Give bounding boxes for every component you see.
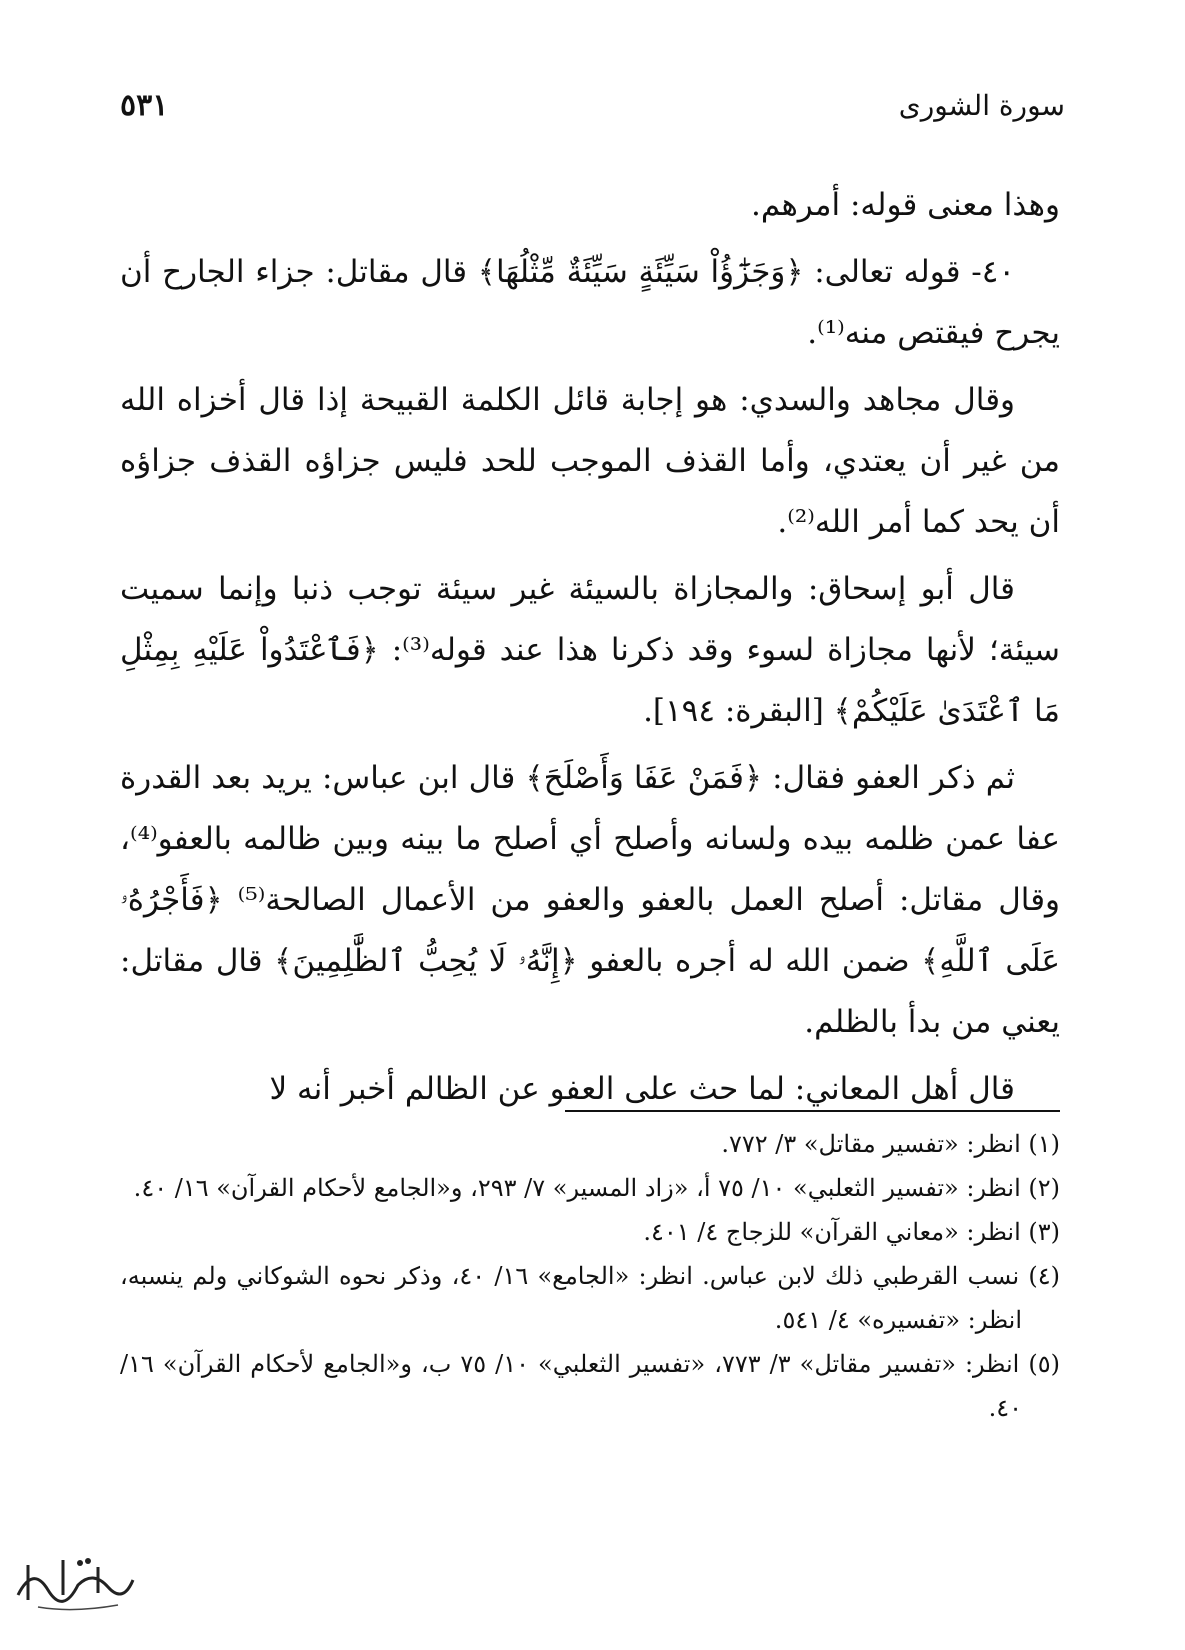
main-text: [120, 175, 1060, 1120]
footnote-separator: [565, 1110, 1060, 1112]
paragraph-1: وهذا معنى قوله: أمرهم.: [750, 187, 1060, 223]
paragraph-6: قال أهل المعاني: لما حث على العفو عن الظالم أخبر أنه لا: [269, 1071, 1015, 1107]
surah-title: سورة الشورى: [898, 89, 1065, 122]
page-header: [120, 88, 1065, 123]
calligraphy-logo-icon: [8, 1545, 138, 1615]
page-number: ٥٣١: [120, 88, 169, 123]
paragraph-2: ٤٠- قوله تعالى: ﴿وَجَزَٰٓؤُاْ سَيِّئَةٍ سَيِّئَةٌ مِّثْلُهَا﴾ قال مقاتل: جزاء الجارح أن يجرح فيقتص منه⁽¹⁾.: [120, 254, 1060, 351]
footnote-3: (٣) انظر: «معاني القرآن» للزجاج ٤/ ٤٠١.: [643, 1218, 1060, 1246]
paragraph-3: وقال مجاهد والسدي: هو إجابة قائل الكلمة القبيحة إذا قال أخزاه الله من غير أن يعتدي، وأما القذف الموجب للحد فليس جزاؤه القذف جزاؤه أن يحد كما أمر الله⁽²⁾.: [120, 382, 1060, 540]
paragraph-4: قال أبو إسحاق: والمجازاة بالسيئة غير سيئة توجب ذنبا وإنما سميت سيئة؛ لأنها مجازاة لسوء وقد ذكرنا هذا عند قوله⁽³⁾: ﴿فَٱعْتَدُواْ عَلَيْهِ بِمِثْلِ مَا ٱعْتَدَىٰ عَلَيْكُمْ﴾ [البقرة: ١٩٤].: [120, 571, 1060, 729]
footnote-5: (٥) انظر: «تفسير مقاتل» ٣/ ٧٧٣، «تفسير الثعلبي» ١٠/ ٧٥ ب، و«الجامع لأحكام القرآن» ١٦/ ٤٠.: [120, 1350, 1060, 1422]
paragraph-5: ثم ذكر العفو فقال: ﴿فَمَنْ عَفَا وَأَصْلَحَ﴾ قال ابن عباس: يريد بعد القدرة عفا عمن ظلمه بيده ولسانه وأصلح أي أصلح ما بينه وبين ظالمه بالعفو⁽⁴⁾، وقال مقاتل: أصلح العمل بالعفو والعفو من الأعمال الصالحة⁽⁵⁾ ﴿فَأَجْرُهُۥ عَلَى ٱللَّهِ﴾ ضمن الله له أجره بالعفو ﴿إِنَّهُۥ لَا يُحِبُّ ٱلظَّٰلِمِينَ﴾ قال مقاتل: يعني من بدأ بالظلم.: [120, 760, 1060, 1040]
footnotes: [120, 1122, 1060, 1430]
footnote-1: (١) انظر: «تفسير مقاتل» ٣/ ٧٧٢.: [721, 1130, 1060, 1158]
footnote-4: (٤) نسب القرطبي ذلك لابن عباس. انظر: «الجامع» ١٦/ ٤٠، وذكر نحوه الشوكاني ولم ينسبه، انظر: «تفسيره» ٤/ ٥٤١.: [120, 1262, 1061, 1334]
footnote-2: (٢) انظر: «تفسير الثعلبي» ١٠/ ٧٥ أ، «زاد المسير» ٧/ ٢٩٣، و«الجامع لأحكام القرآن» ١٦/ ٤٠.: [133, 1174, 1060, 1202]
